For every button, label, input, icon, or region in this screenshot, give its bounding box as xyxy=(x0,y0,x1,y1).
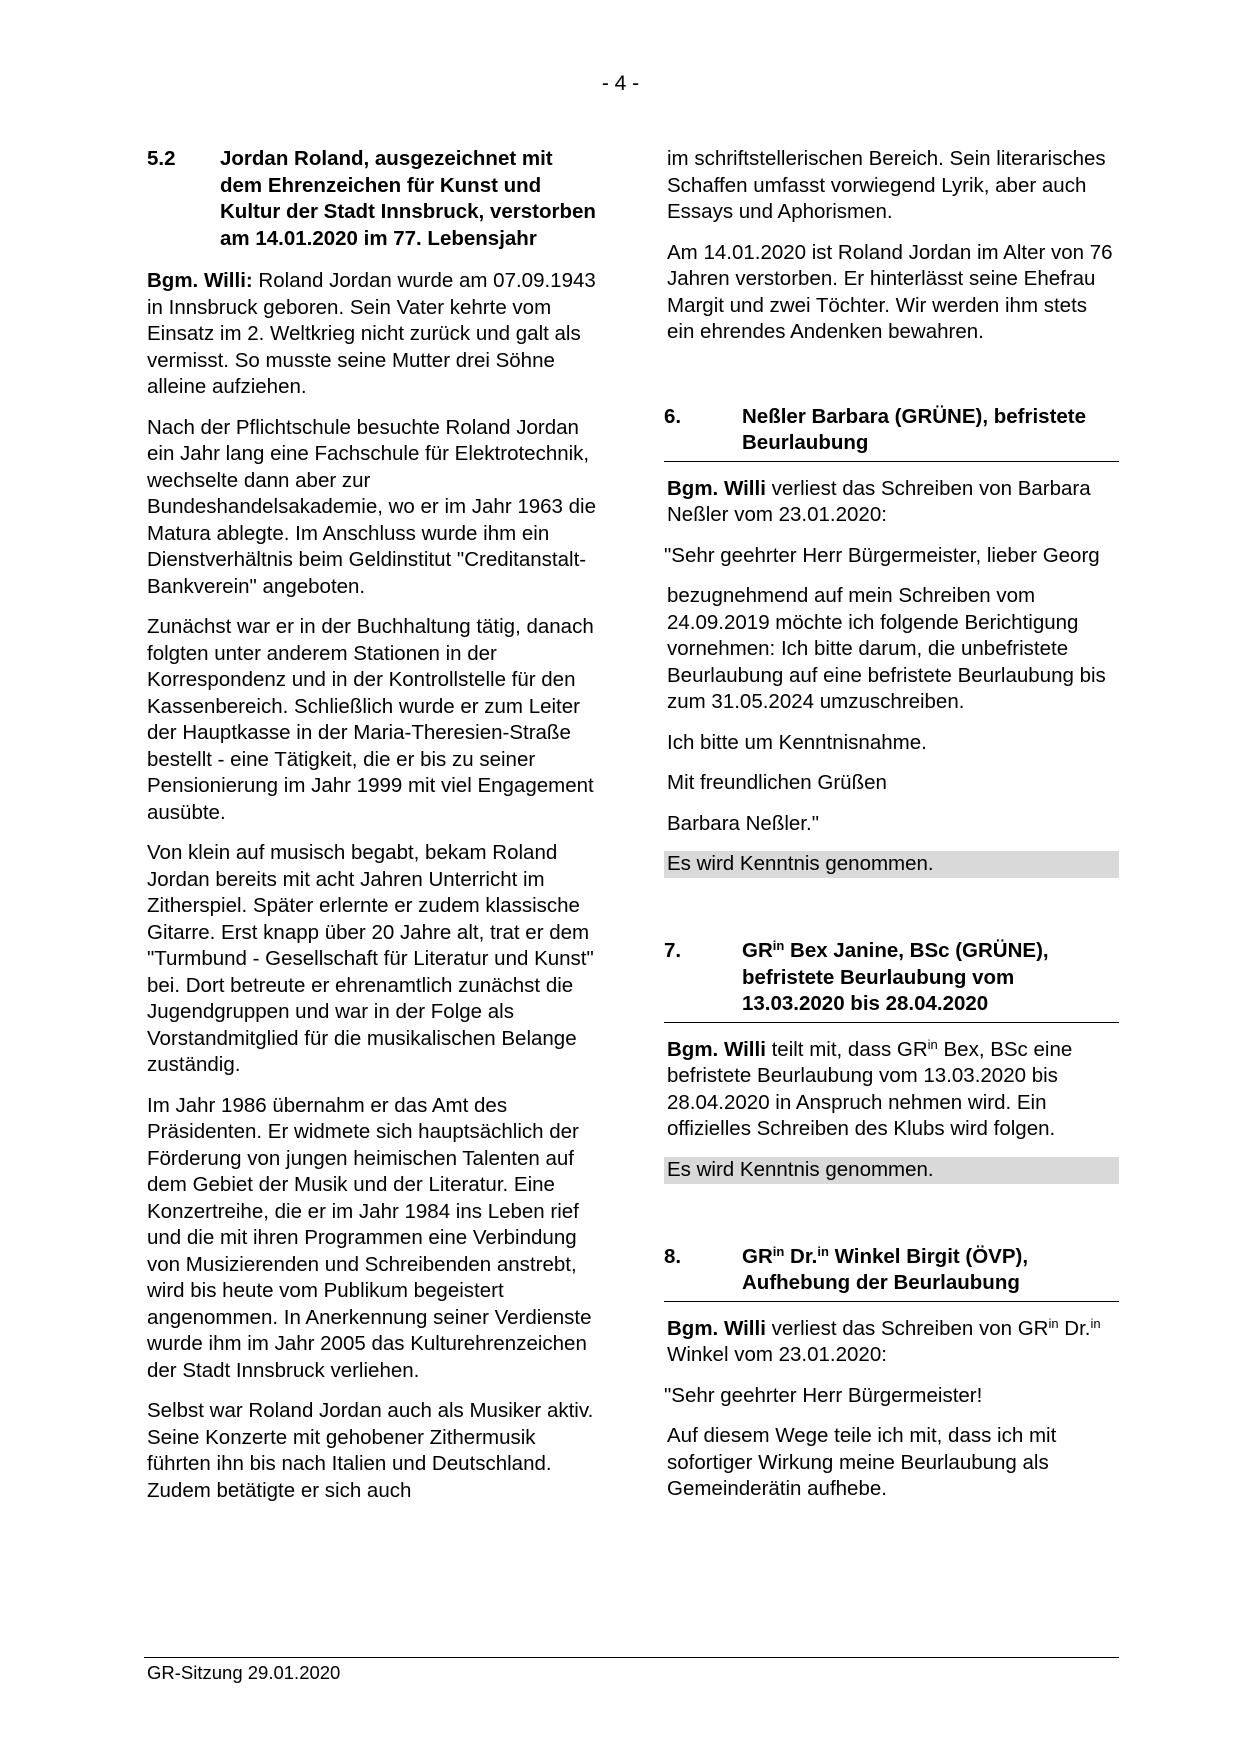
section-number: 6. xyxy=(664,404,682,428)
letter-salutation: "Sehr geehrter Herr Bürgermeister! xyxy=(664,1383,983,1407)
section-spacer xyxy=(664,1198,1116,1244)
section-title: Neßler Barbara (GRÜNE), befristete Beurlaubung xyxy=(742,404,1087,454)
section-spacer xyxy=(664,892,1116,938)
title-superscript: in xyxy=(772,938,785,953)
speaker-label: Bgm. Willi xyxy=(667,1316,766,1340)
paragraph-musician: Selbst war Roland Jordan auch als Musiker aktiv. Seine Konzerte mit gehobener Zithermusik führten ihn bis nach Italien und Deutschland. Zudem betätigte er sich auch xyxy=(147,1399,594,1502)
section-number: 8. xyxy=(664,1244,682,1268)
footer-divider xyxy=(144,1657,1119,1658)
section-heading-8 xyxy=(664,1244,1119,1302)
title-gr: GR xyxy=(742,1244,773,1268)
speaker-label: Bgm. Willi: xyxy=(147,269,253,292)
title-dr: Dr. xyxy=(784,1244,818,1268)
paragraph-text: Bex, BSc eine befristete Beurlaubung vom 13.03.2020 bis 28.04.2020 in Anspruch nehmen wird. Ein offizielles Schreiben des Klubs wird folgen. xyxy=(667,1037,1073,1140)
paragraph-biography-intro xyxy=(147,268,599,401)
text-superscript: in xyxy=(1090,1315,1101,1331)
paragraph-text: teilt mit, dass GR xyxy=(765,1037,928,1061)
paragraph-text: Dr. xyxy=(1058,1316,1091,1340)
title-rest: Bex Janine, BSc (GRÜNE), befristete Beurlaubung vom 13.03.2020 bis 28.04.2020 xyxy=(742,939,1049,1015)
page-number: - 4 - xyxy=(601,72,640,95)
title-superscript: in xyxy=(772,1243,785,1259)
title-gr: GR xyxy=(742,939,773,962)
text-superscript: in xyxy=(1048,1315,1059,1331)
section-heading-6 xyxy=(664,404,1119,462)
text-superscript: in xyxy=(927,1036,938,1052)
right-column xyxy=(664,146,1116,1517)
paragraph-literature: im schriftstellerischen Bereich. Sein literarisches Schaffen umfasst vorwiegend Lyrik, aber auch Essays und Aphorismen. xyxy=(667,147,1106,223)
paragraph-s7-body xyxy=(664,1037,1116,1143)
letter-body: Auf diesem Wege teile ich mit, dass ich mit sofortiger Wirkung meine Beurlaubung als Gemeinderätin aufhebe. xyxy=(667,1424,1057,1500)
paragraph-text: verliest das Schreiben von GR xyxy=(765,1316,1049,1340)
paragraph-death: Am 14.01.2020 ist Roland Jordan im Alter von 76 Jahren verstorben. Er hinterlässt seine Ehefrau Margit und zwei Töchter. Wir werden ihm stets ein ehrendes Andenken bewahren. xyxy=(667,240,1113,343)
letter-salutation: "Sehr geehrter Herr Bürgermeister, lieber Georg xyxy=(664,543,1100,567)
paragraph-music: Von klein auf musisch begabt, bekam Roland Jordan bereits mit acht Jahren Unterricht im Zitherspiel. Später erlernte er zudem klassische Gitarre. Erst knapp über 20 Jahre alt, trat er dem "Turmbund - Gesellschaft für Literatur und Kunst" bei. Dort betreute er ehrenamtlich zunächst die Jugendgruppen und war in der Folge als Vorstandmitglied für die musikalischen Belange zuständig. xyxy=(147,841,594,1076)
letter-signature: Barbara Neßler." xyxy=(667,811,819,835)
section-spacer xyxy=(664,360,1116,404)
paragraph-presidency: Im Jahr 1986 übernahm er das Amt des Präsidenten. Er widmete sich hauptsächlich der Förderung von jungen heimischen Talenten auf dem Gebiet der Musik und der Literatur. Eine Konzertreihe, die er im Jahr 1984 ins Leben rief und die mit ihren Programmen eine Verbindung von Musizierenden und Schreibenden anstrebt, wird bis heute vom Publikum begeistert angenommen. In Anerkennung seiner Verdienste wurde ihm im Jahr 2005 das Kulturehrenzeichen der Stadt Innsbruck verliehen. xyxy=(147,1093,592,1382)
letter-request: Ich bitte um Kenntnisnahme. xyxy=(667,730,927,754)
paragraph-education: Nach der Pflichtschule besuchte Roland Jordan ein Jahr lang eine Fachschule für Elektrotechnik, wechselte dann aber zur Bundeshandelsakademie, wo er im Jahr 1963 die Matura ablegte. Im Anschluss wurde ihm ein Dienstverhältnis beim Geldinstitut "Creditanstalt-Bankverein" angeboten. xyxy=(147,415,596,598)
paragraph-s6-intro xyxy=(664,476,1116,529)
paragraph-text: Winkel vom 23.01.2020: xyxy=(667,1343,887,1366)
speaker-label: Bgm. Willi xyxy=(667,1037,766,1061)
notice-acknowledged: Es wird Kenntnis genommen. xyxy=(664,851,1119,878)
section-heading-5-2 xyxy=(147,146,599,252)
section-number: 7. xyxy=(664,939,682,962)
letter-closing: Mit freundlichen Grüßen xyxy=(667,771,887,794)
section-heading-7 xyxy=(664,938,1119,1023)
section-title xyxy=(742,938,1119,1018)
speaker-label: Bgm. Willi xyxy=(667,476,766,500)
paragraph-text: Roland Jordan wurde am 07.09.1943 in Innsbruck geboren. Sein Vater kehrte vom Einsatz im 2. Weltkrieg nicht zurück und galt als vermisst. So musste seine Mutter drei Söhne alleine aufziehen. xyxy=(147,269,596,398)
left-column xyxy=(147,146,599,1518)
paragraph-s8-intro xyxy=(664,1316,1116,1369)
paragraph-career: Zunächst war er in der Buchhaltung tätig, danach folgten unter anderem Stationen in der Korrespondenz und in der Kontrollstelle für den Kassenbereich. Schließlich wurde er zum Leiter der Hauptkasse in der Maria-Theresien-Straße bestellt - eine Tätigkeit, die er bis zu seiner Pensionierung im Jahr 1999 mit viel Engagement ausübte. xyxy=(147,615,594,824)
letter-body: bezugnehmend auf mein Schreiben vom 24.09.2019 möchte ich folgende Berichtigung vornehmen: Ich bitte darum, die unbefristete Beurlaubung auf eine befristete Beurlaubung bis zum 31.05.2024 umzuschreiben. xyxy=(667,584,1106,713)
title-rest: Winkel Birgit (ÖVP), Aufhebung der Beurlaubung xyxy=(742,1244,1029,1294)
notice-acknowledged: Es wird Kenntnis genommen. xyxy=(664,1157,1119,1184)
section-title xyxy=(742,1244,1119,1297)
footer-text: GR-Sitzung 29.01.2020 xyxy=(147,1662,341,1683)
paragraph-text: verliest das Schreiben von Barbara Neßler vom 23.01.2020: xyxy=(667,476,1091,526)
section-title: Jordan Roland, ausgezeichnet mit dem Ehrenzeichen für Kunst und Kultur der Stadt Innsbruck, verstorben am 14.01.2020 im 77. Lebensjahr xyxy=(220,147,596,250)
title-superscript: in xyxy=(817,1243,829,1259)
section-number: 5.2 xyxy=(147,147,176,170)
